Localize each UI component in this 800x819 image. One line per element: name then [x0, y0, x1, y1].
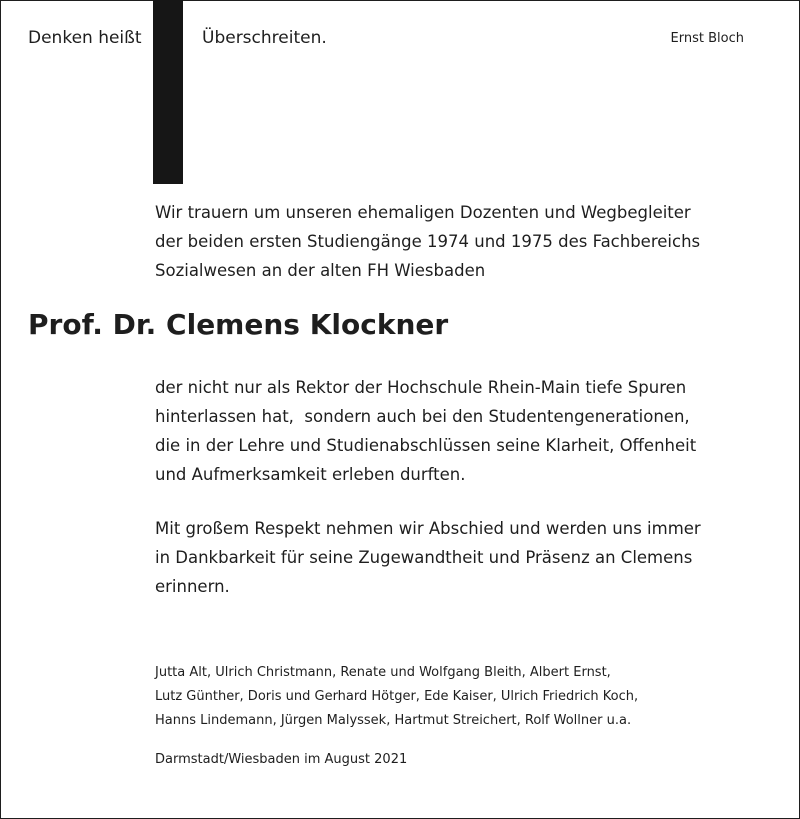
tribute-line: der nicht nur als Rektor der Hochschule Rhein-Main tiefe Spuren [155, 378, 687, 397]
place-and-date: Darmstadt/Wiesbaden im August 2021 [155, 752, 408, 767]
signers-list [155, 661, 795, 733]
signers-line: Hanns Lindemann, Jürgen Malyssek, Hartmut Streichert, Rolf Wollner u.a. [155, 713, 632, 728]
farewell-line: Mit großem Respekt nehmen wir Abschied und werden uns immer [155, 519, 701, 538]
tribute-line: und Aufmerksamkeit erleben durften. [155, 465, 466, 484]
farewell-paragraph [155, 514, 795, 601]
motto-author: Ernst Bloch [670, 31, 744, 46]
farewell-line: erinnern. [155, 577, 230, 596]
signers-line: Lutz Günther, Doris und Gerhard Hötger, Ede Kaiser, Ulrich Friedrich Koch, [155, 689, 639, 704]
tribute-line: die in der Lehre und Studienabschlüssen seine Klarheit, Offenheit [155, 436, 697, 455]
intro-line: Wir trauern um unseren ehemaligen Dozenten und Wegbegleiter [155, 203, 691, 222]
farewell-line: in Dankbarkeit für seine Zugewandtheit und Präsenz an Clemens [155, 548, 693, 567]
intro-line: der beiden ersten Studiengänge 1974 und 1975 des Fachbereichs [155, 232, 701, 251]
intro-paragraph [155, 198, 795, 285]
mourning-bar [153, 0, 183, 184]
motto-right: Überschreiten. [202, 28, 327, 48]
deceased-name: Prof. Dr. Clemens Klockner [28, 308, 449, 341]
motto-left: Denken heißt [28, 28, 142, 48]
tribute-paragraph [155, 373, 795, 489]
intro-line: Sozialwesen an der alten FH Wiesbaden [155, 261, 486, 280]
signers-line: Jutta Alt, Ulrich Christmann, Renate und Wolfgang Bleith, Albert Ernst, [155, 665, 611, 680]
tribute-line: hinterlassen hat, sondern auch bei den Studentengenerationen, [155, 407, 690, 426]
